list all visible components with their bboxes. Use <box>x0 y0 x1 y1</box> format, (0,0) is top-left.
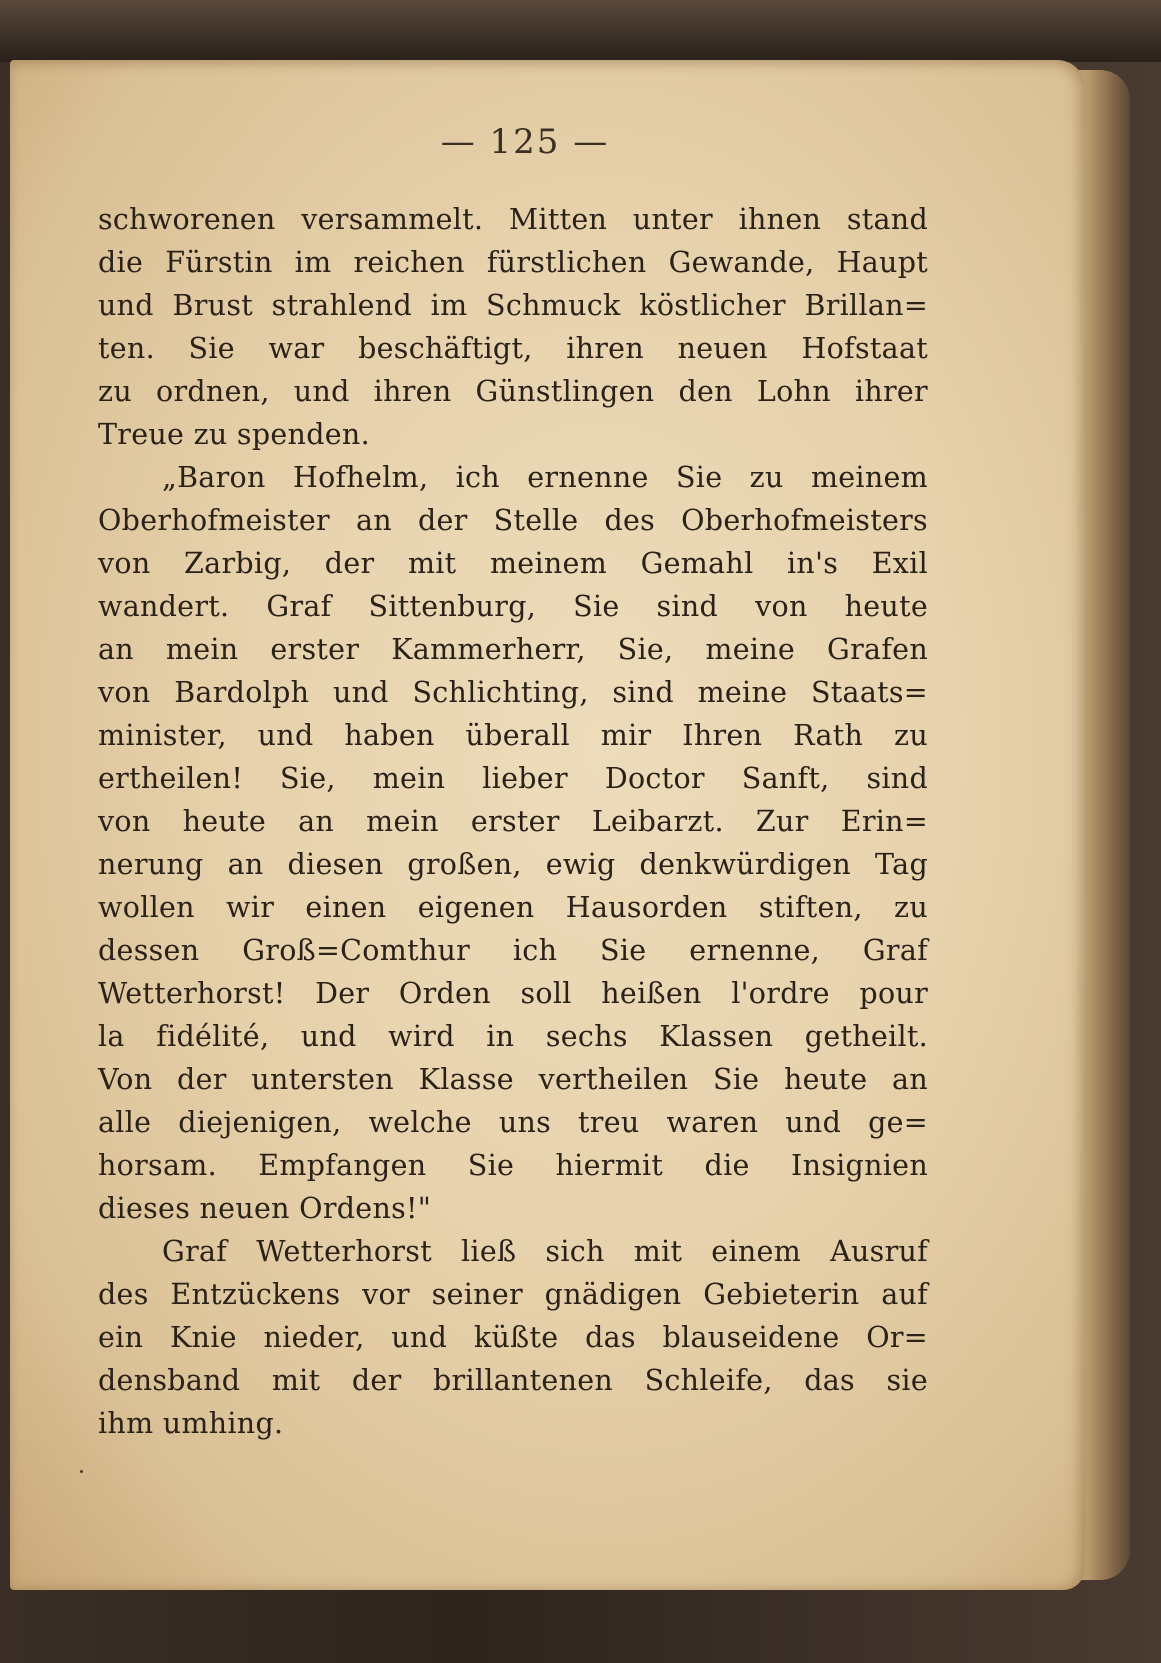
text-line: ein Knie nieder, und küßte das blauseidene Or= <box>98 1321 928 1354</box>
text-line: nerung an diesen großen, ewig denkwürdigen Tag <box>98 848 928 881</box>
text-line: la fidélité, und wird in sechs Klassen getheilt. <box>98 1020 928 1053</box>
text-line: Oberhofmeister an der Stelle des Oberhofmeisters <box>98 504 928 537</box>
body-text <box>98 198 928 1445</box>
text-line: zu ordnen, und ihren Günstlingen den Lohn ihrer <box>98 375 928 408</box>
text-line: von Bardolph und Schlichting, sind meine Staats= <box>98 676 928 709</box>
text-line: von heute an mein erster Leibarzt. Zur Erin= <box>98 805 928 838</box>
text-line: Treue zu spenden. <box>98 418 370 451</box>
text-line: ertheilen! Sie, mein lieber Doctor Sanft, sind <box>98 762 928 795</box>
ink-speck <box>80 1470 83 1473</box>
text-line: die Fürstin im reichen fürstlichen Gewande, Haupt <box>98 246 928 279</box>
text-line: horsam. Empfangen Sie hiermit die Insignien <box>98 1149 928 1182</box>
text-line: alle diejenigen, welche uns treu waren und ge= <box>98 1106 928 1139</box>
text-line: ihm umhing. <box>98 1407 284 1440</box>
text-line: und Brust strahlend im Schmuck köstlicher Brillan= <box>98 289 928 322</box>
cover-top-edge <box>0 0 1161 62</box>
text-line: wandert. Graf Sittenburg, Sie sind von heute <box>98 590 928 623</box>
text-line: dieses neuen Ordens!" <box>98 1192 432 1225</box>
text-line: schworenen versammelt. Mitten unter ihnen stand <box>98 203 928 236</box>
text-line: von Zarbig, der mit meinem Gemahl in's Exil <box>98 547 928 580</box>
text-line: Von der untersten Klasse vertheilen Sie heute an <box>98 1063 928 1096</box>
text-line: ten. Sie war beschäftigt, ihren neuen Hofstaat <box>98 332 928 365</box>
text-line: an mein erster Kammerherr, Sie, meine Grafen <box>98 633 928 666</box>
page-number: — 125 — <box>440 122 610 162</box>
text-line: densband mit der brillantenen Schleife, das sie <box>98 1364 928 1397</box>
text-line: minister, und haben überall mir Ihren Rath zu <box>98 719 928 752</box>
text-line: dessen Groß=Comthur ich Sie ernenne, Graf <box>98 934 928 967</box>
text-line: wollen wir einen eigenen Hausorden stiften, zu <box>98 891 928 924</box>
text-line: „Baron Hofhelm, ich ernenne Sie zu meinem <box>162 461 928 494</box>
text-line: des Entzückens vor seiner gnädigen Gebieterin auf <box>98 1278 928 1311</box>
text-line: Graf Wetterhorst ließ sich mit einem Ausruf <box>162 1235 928 1268</box>
text-line: Wetterhorst! Der Orden soll heißen l'ordre pour <box>98 977 928 1010</box>
